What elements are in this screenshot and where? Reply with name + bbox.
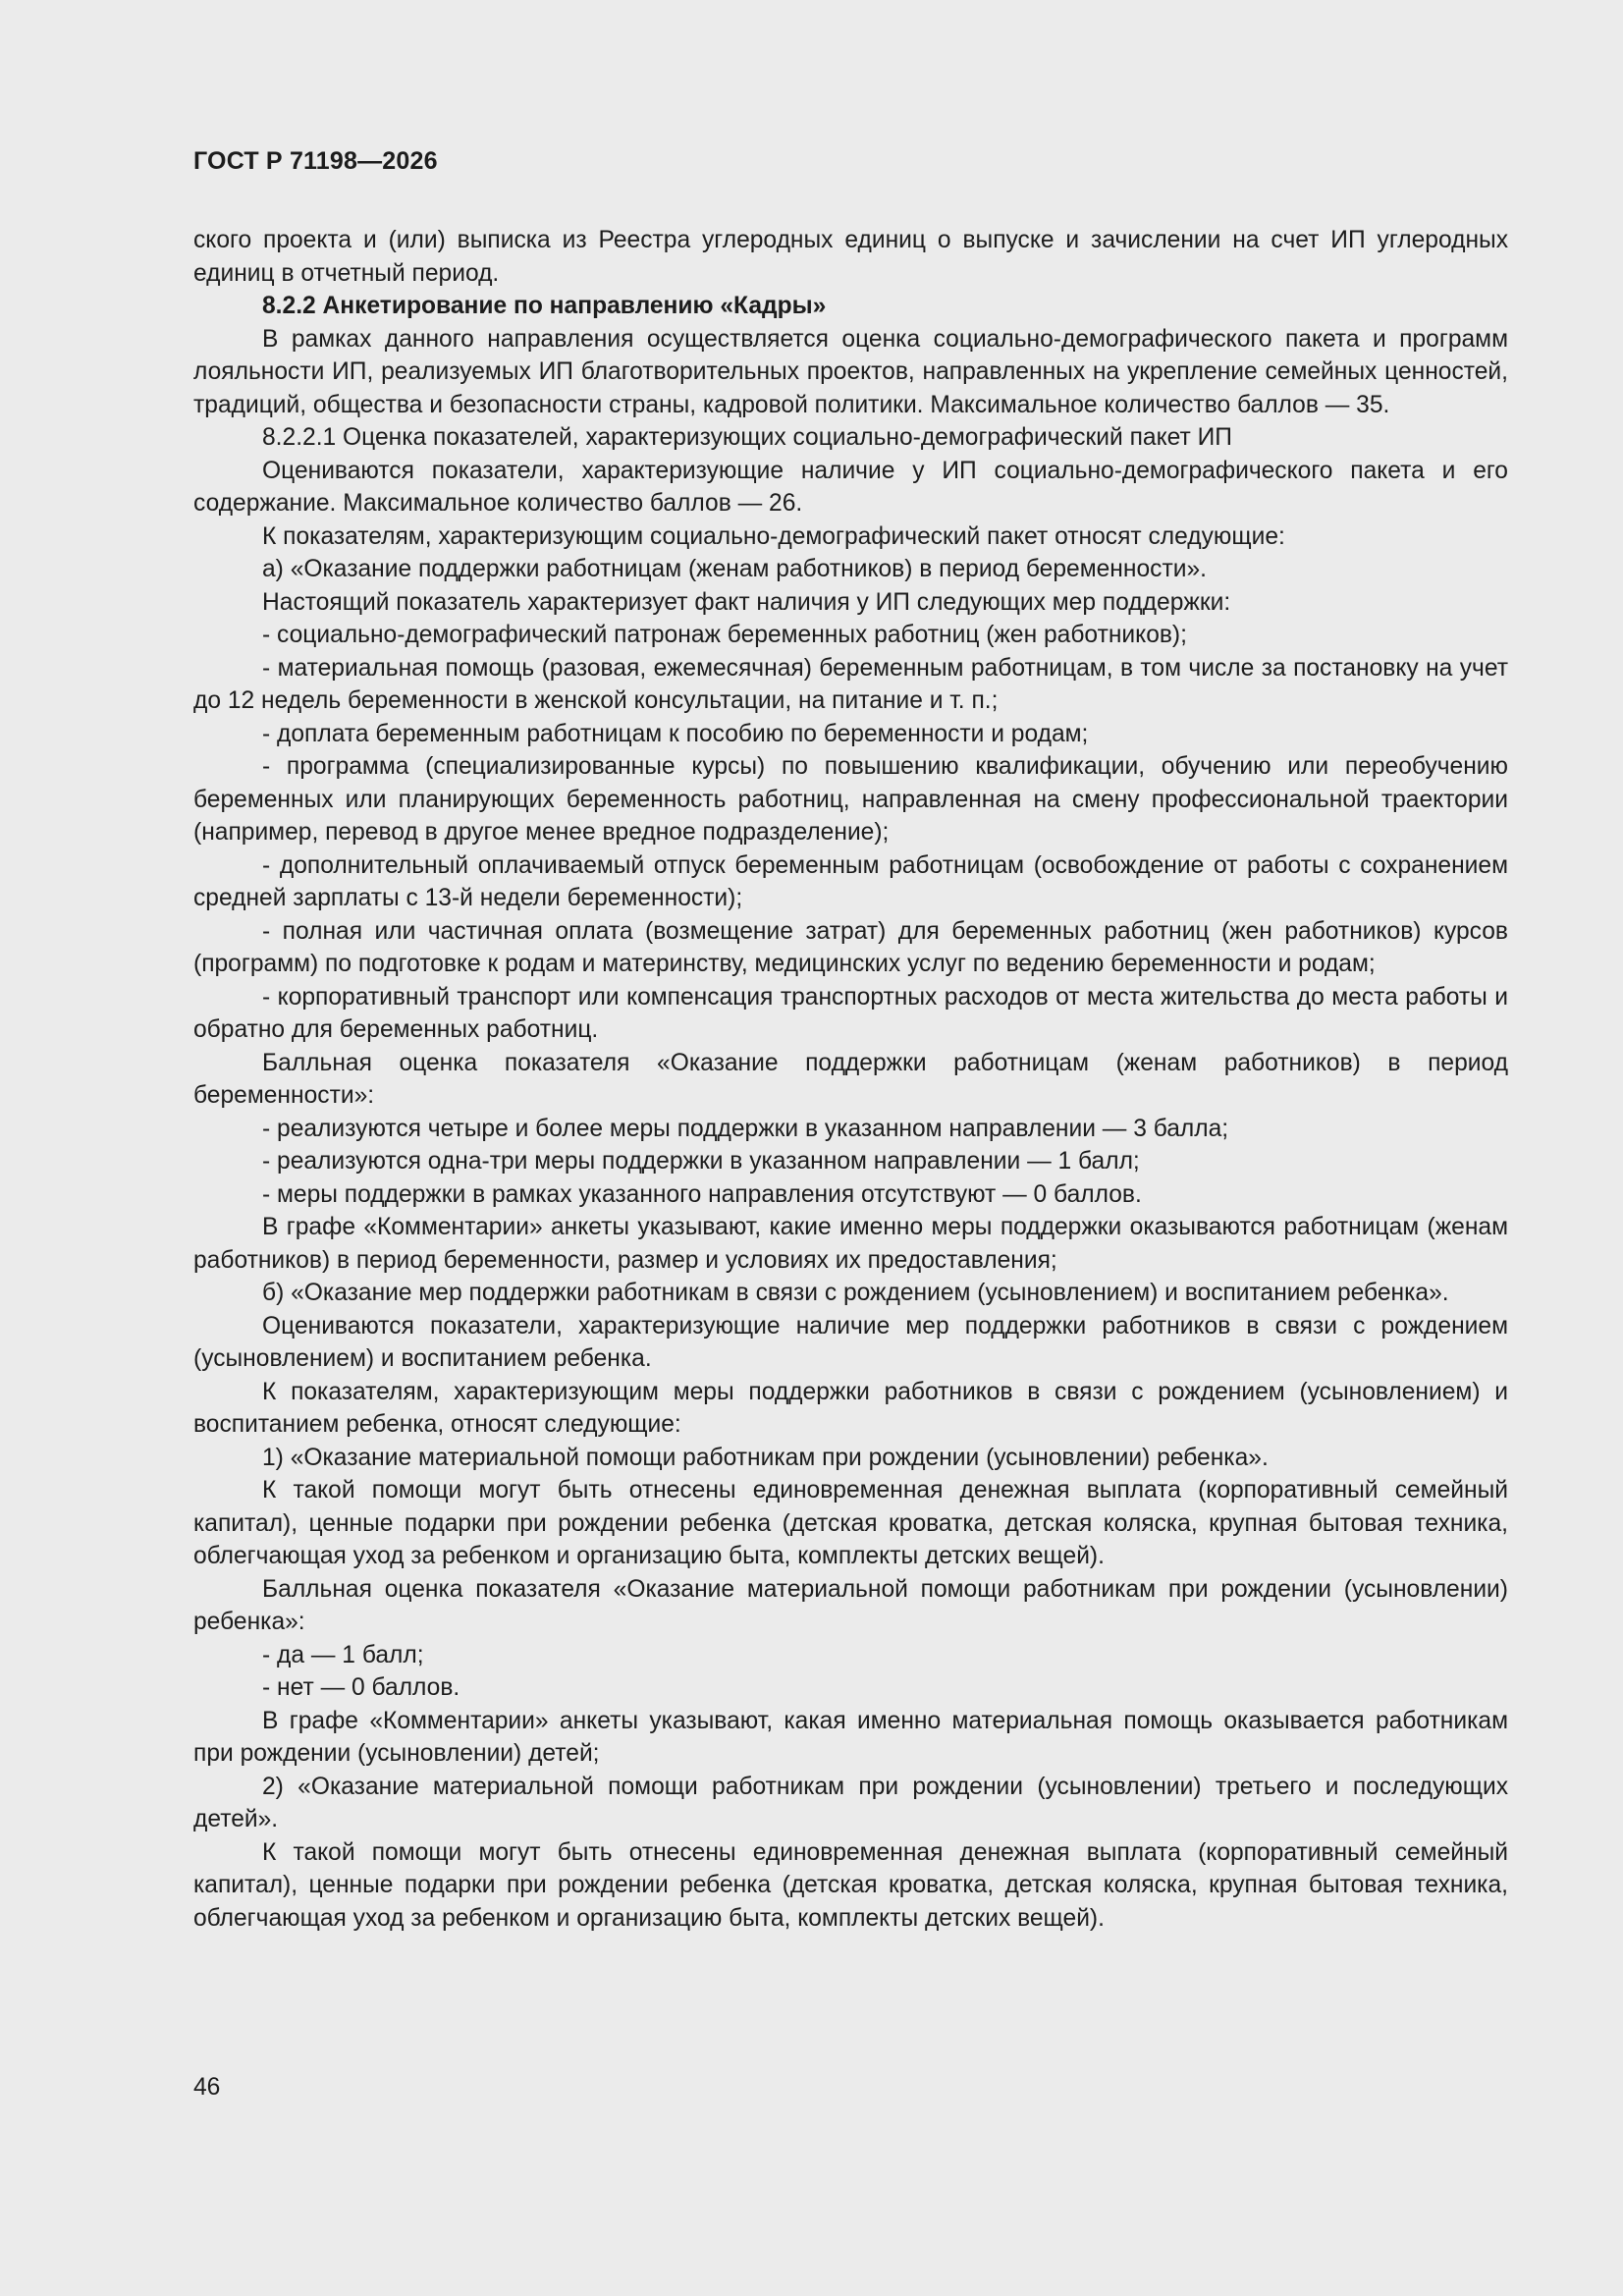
list-item: - корпоративный транспорт или компенсация транспортных расходов от места жительства до места работы и обратно для беременных работниц. — [193, 983, 1508, 1043]
body-paragraph: В графе «Комментарии» анкеты указывают, какие именно меры поддержки оказываются работницам (женам работников) в период беременности, размер и условиях их предоставления; — [193, 1214, 1508, 1274]
list-item: б) «Оказание мер поддержки работникам в связи с рождением (усыновлением) и воспитанием ребенка». — [262, 1280, 1449, 1306]
page-number: 46 — [193, 2074, 221, 2101]
list-item: 2) «Оказание материальной помощи работникам при рождении (усыновлении) третьего и последующих детей». — [193, 1773, 1508, 1832]
subsection-heading: 8.2.2.1 Оценка показателей, характеризующих социально-демографический пакет ИП — [262, 424, 1232, 451]
list-item: - программа (специализированные курсы) по повышению квалификации, обучению или переобучению беременных или планирующих беременность работниц, направленная на смену профессиональной траектории (например, перевод в другое менее вредное подразделение); — [193, 753, 1508, 846]
list-item: - реализуются одна-три меры поддержки в указанном направлении — 1 балл; — [262, 1148, 1140, 1175]
list-item: - меры поддержки в рамках указанного направления отсутствуют — 0 баллов. — [262, 1180, 1142, 1208]
list-item: - социально-демографический патронаж беременных работниц (жен работников); — [262, 622, 1187, 648]
body-paragraph: ского проекта и (или) выписка из Реестра углеродных единиц о выпуске и зачислении на счет ИП углеродных единиц в отчетный период. — [193, 227, 1508, 287]
body-paragraph: К такой помощи могут быть отнесены единовременная денежная выплата (корпоративный семейный капитал), ценные подарки при рождении ребенка (детская кроватка, детская коляска, крупная бытовая техника, облегчающая уход за ребенком и организацию быта, комплекты детских вещей). — [193, 1477, 1508, 1569]
list-item: - материальная помощь (разовая, ежемесячная) беременным работницам, в том числе за постановку на учет до 12 недель беременности в женской консультации, на питание и т. п.; — [193, 654, 1508, 714]
body-paragraph: Балльная оценка показателя «Оказание поддержки работницам (женам работников) в период беременности»: — [193, 1049, 1508, 1109]
body-paragraph: Балльная оценка показателя «Оказание материальной помощи работникам при рождении (усыновлении) ребенка»: — [193, 1575, 1508, 1635]
list-item: а) «Оказание поддержки работницам (женам работников) в период беременности». — [262, 556, 1207, 582]
list-item: - нет — 0 баллов. — [262, 1674, 460, 1701]
list-item: - да — 1 балл; — [262, 1641, 424, 1668]
document-header-code: ГОСТ Р 71198—2026 — [193, 147, 438, 175]
body-paragraph: К показателям, характеризующим социально-демографический пакет относят следующие: — [262, 522, 1285, 550]
body-paragraph: Оцениваются показатели, характеризующие наличие у ИП социально-демографического пакета и его содержание. Максимальное количество баллов — 26. — [193, 457, 1508, 517]
list-item: - дополнительный оплачиваемый отпуск беременным работницам (освобождение от работы с сохранением средней зарплаты с 13-й недели беременности); — [193, 851, 1508, 911]
list-item: 1) «Оказание материальной помощи работникам при рождении (усыновлении) ребенка». — [262, 1444, 1269, 1471]
body-paragraph: К показателям, характеризующим меры поддержки работников в связи с рождением (усыновлением) и воспитанием ребенка, относят следующие: — [193, 1378, 1508, 1438]
body-paragraph: В рамках данного направления осуществляется оценка социально-демографического пакета и программ лояльности ИП, реализуемых ИП благотворительных проектов, направленных на укрепление семейных ценностей, традиций, общества и безопасности страны, кадровой политики. Максимальное количество баллов — 35. — [193, 325, 1508, 418]
document-body — [193, 224, 1508, 1935]
list-item: - реализуются четыре и более меры поддержки в указанном направлении — 3 балла; — [262, 1115, 1229, 1142]
list-item: - доплата беременным работницам к пособию по беременности и родам; — [262, 720, 1089, 747]
list-item: - полная или частичная оплата (возмещение затрат) для беременных работниц (жен работников) курсов (программ) по подготовке к родам и материнству, медицинских услуг по ведению беременности и родам; — [193, 917, 1508, 977]
body-paragraph: В графе «Комментарии» анкеты указывают, какая именно материальная помощь оказывается работникам при рождении (усыновлении) детей; — [193, 1707, 1508, 1767]
body-paragraph: К такой помощи могут быть отнесены единовременная денежная выплата (корпоративный семейный капитал), ценные подарки при рождении ребенка (детская кроватка, детская коляска, крупная бытовая техника, облегчающая уход за ребенком и организацию быта, комплекты детских вещей). — [193, 1838, 1508, 1932]
section-heading: 8.2.2 Анкетирование по направлению «Кадры» — [262, 293, 827, 319]
body-paragraph: Оцениваются показатели, характеризующие наличие мер поддержки работников в связи с рождением (усыновлением) и воспитанием ребенка. — [193, 1312, 1508, 1372]
body-paragraph: Настоящий показатель характеризует факт наличия у ИП следующих мер поддержки: — [262, 588, 1231, 616]
